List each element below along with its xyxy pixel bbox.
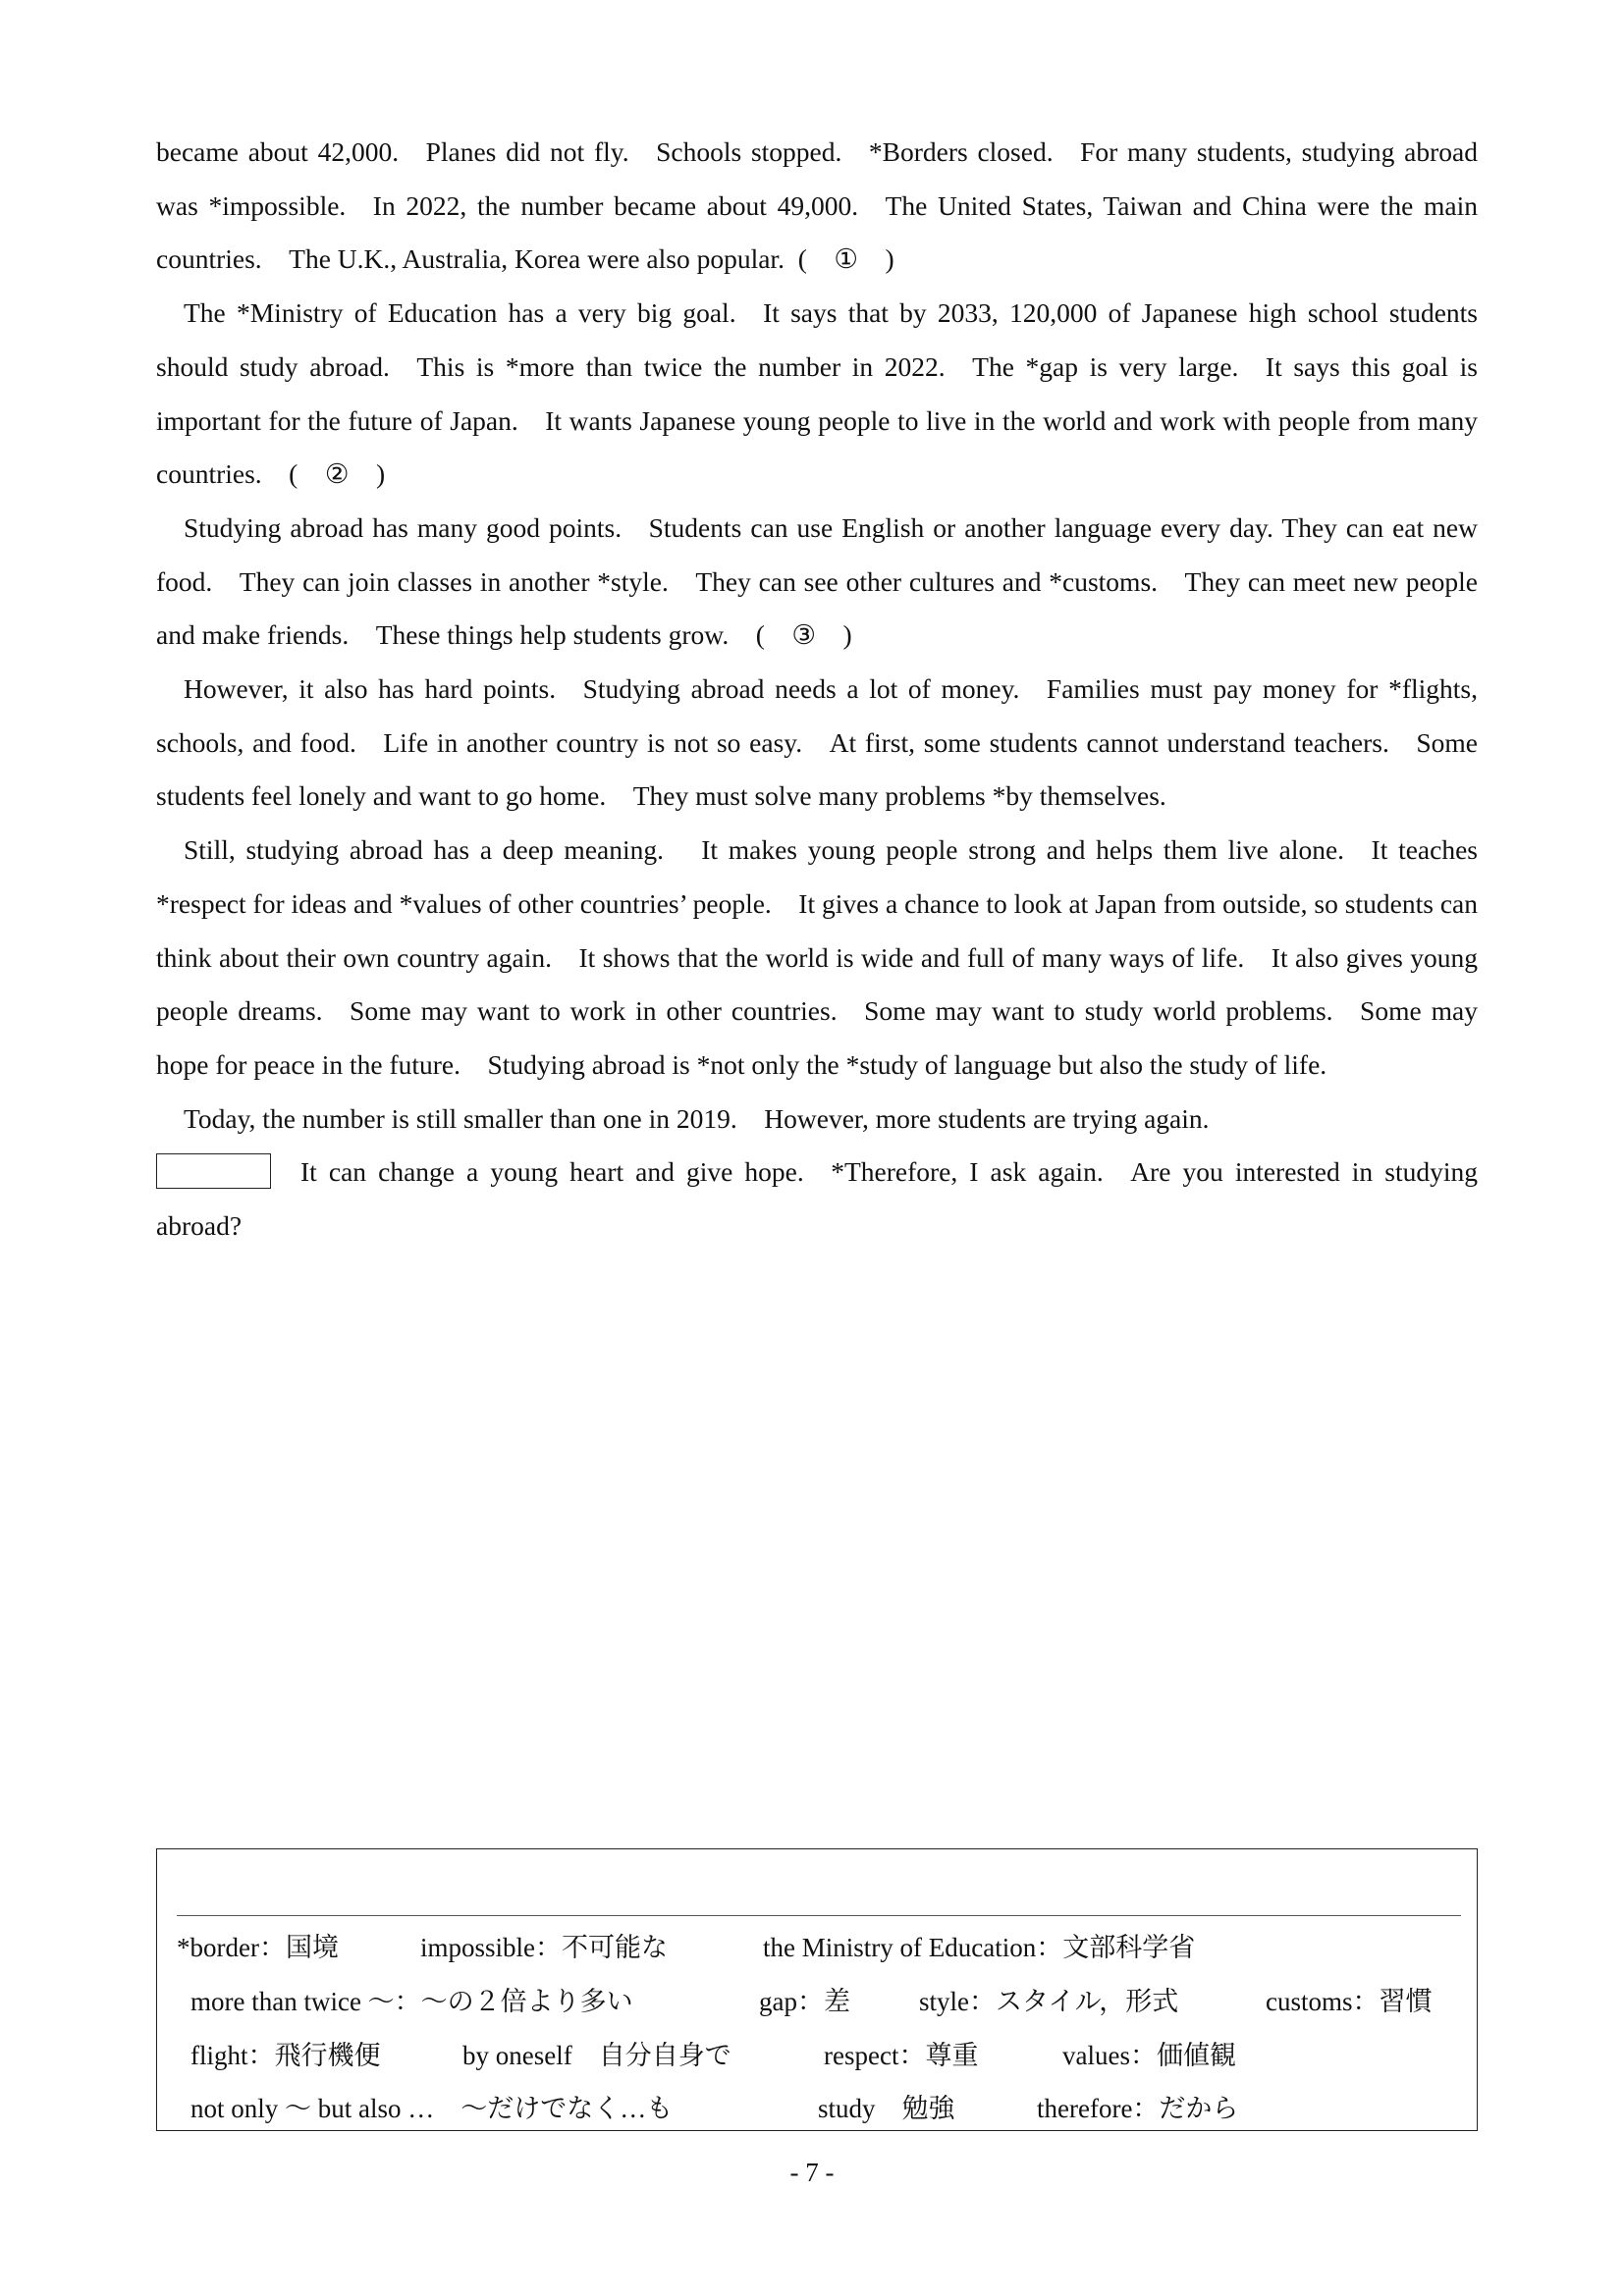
paragraph-7: It can change a young heart and give hope. *Therefore, I ask again. Are you interested in studying abroad? [156,1156,1478,1242]
paragraph-7-wrapper [156,1146,1478,1253]
reading-passage [156,126,1478,1254]
paragraph-4: However, it also has hard points. Studying abroad needs a lot of money. Families must pay money for *flights, schools, and food. Life in another country is not so easy. At first, some students cannot understand teachers. Some students feel lonely and want to go home. They must solve many problems *by themselves. [156,673,1478,812]
paragraph-2: The *Ministry of Education has a very big goal. It says that by 2033, 120,000 of Japanese high school students should study abroad. This is *more than twice the number in 2022. The *gap is very large. It says this goal is important for the future of Japan. It wants Japanese young people to live in the world and work with people from many countries. ( ② ) [156,297,1478,490]
paragraph-3: Studying abroad has many good points. Students can use English or another language every day. They can eat new food. They can join classes in another *style. They can see other cultures and *customs. They can meet new people and make friends. These things help students grow. ( ③ ) [156,511,1478,651]
paragraph-5: Still, studying abroad has a deep meaning. It makes young people strong and helps them live alone. It teaches *respect for ideas and *values of other countries’ people. It gives a chance to look at Japan from outside, so students can think about their own country again. It shows that the world is wide and full of many ways of life. It also gives young people dreams. Some may want to work in other countries. Some may want to study world problems. Some may hope for peace in the future. Studying abroad is *not only the *study of language but also the study of life. [156,834,1478,1080]
glossary-entry: therefore：だから [1037,2094,1239,2123]
glossary-entry: by oneself 自分自身で [462,2041,731,2070]
paragraph-1: became about 42,000. Planes did not fly. Schools stopped. *Borders closed. For many students, studying abroad was *impossible. In 2022, the number became about 49,000. The United States, Taiwan and China were the main countries. The U.K., Australia, Korea were also popular. ( ① ) [156,136,1478,275]
glossary-divider [177,1915,1461,1916]
glossary-box [156,1848,1478,2131]
page-number: - 7 - [789,2158,835,2187]
glossary-entry: not only ～ but also … ～だけでなく…も [190,2094,674,2123]
blank-answer-box[interactable] [156,1153,271,1189]
glossary-entry: customs：習慣 [1266,1987,1433,2016]
glossary-entry: flight：飛行機便 [190,2041,381,2070]
glossary-entry: study 勉強 [818,2094,955,2123]
glossary-entry: *border：国境 [177,1933,339,1962]
glossary-entry: respect：尊重 [824,2041,979,2070]
glossary-entry: values：価値観 [1062,2041,1236,2070]
glossary-entry: impossible：不可能な [420,1933,669,1962]
glossary-entry: style：スタイル，形式 [919,1987,1179,2016]
paragraph-6: Today, the number is still smaller than one in 2019. However, more students are trying again. [184,1102,1210,1134]
glossary-entry: the Ministry of Education：文部科学省 [763,1933,1196,1962]
glossary-entry: more than twice ～：～の２倍より多い [190,1987,633,2016]
glossary-entry: gap：差 [759,1987,850,2016]
